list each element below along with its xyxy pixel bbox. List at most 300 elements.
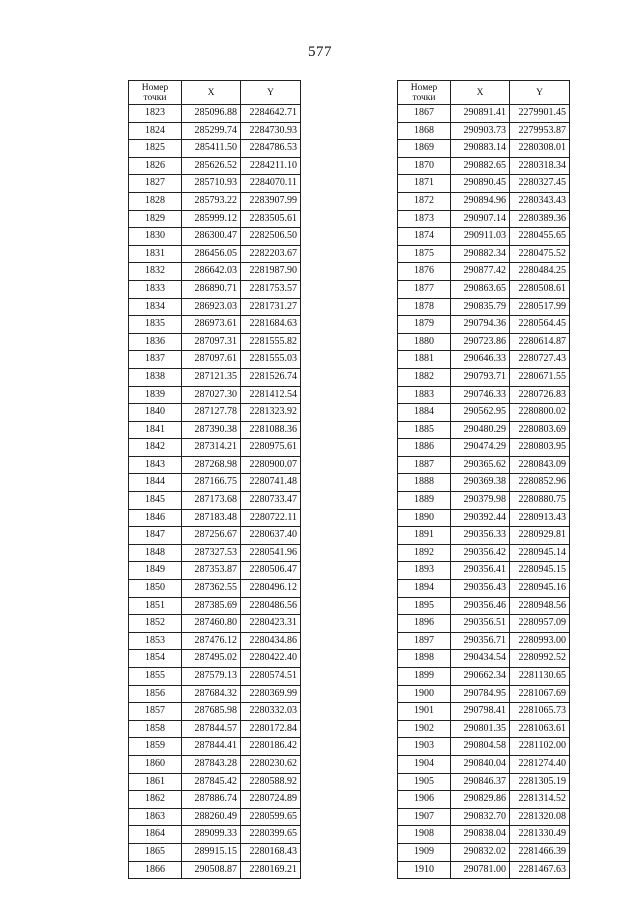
point-number-cell: 1864 [129,826,182,844]
point-number-cell: 1824 [129,122,182,140]
x-coordinate-cell: 290903.73 [451,122,510,140]
header-y: Y [241,81,301,105]
table-row [129,703,301,721]
y-coordinate-cell: 2280993.00 [510,632,570,650]
point-number-cell: 1841 [129,421,182,439]
point-number-cell: 1835 [129,316,182,334]
y-coordinate-cell: 2280900.07 [241,456,301,474]
x-coordinate-cell: 287845.42 [182,773,241,791]
table-row [398,773,570,791]
table-header-row [129,81,301,105]
point-number-cell: 1908 [398,826,451,844]
x-coordinate-cell: 290891.41 [451,105,510,123]
y-coordinate-cell: 2280726.83 [510,386,570,404]
y-coordinate-cell: 2281102.00 [510,738,570,756]
y-coordinate-cell: 2280957.09 [510,615,570,633]
x-coordinate-cell: 290835.79 [451,298,510,316]
table-row [398,544,570,562]
x-coordinate-cell: 287327.53 [182,544,241,562]
table-row [398,720,570,738]
point-number-cell: 1834 [129,298,182,316]
y-coordinate-cell: 2280230.62 [241,755,301,773]
y-coordinate-cell: 2280186.42 [241,738,301,756]
header-point-number [398,81,451,105]
point-number-cell: 1865 [129,843,182,861]
x-coordinate-cell: 290882.65 [451,157,510,175]
table-row [129,368,301,386]
point-number-cell: 1889 [398,492,451,510]
table-row [398,562,570,580]
x-coordinate-cell: 290793.71 [451,368,510,386]
y-coordinate-cell: 2284730.93 [241,122,301,140]
point-number-cell: 1878 [398,298,451,316]
table-row [129,474,301,492]
table-row [398,456,570,474]
table-row [129,245,301,263]
point-number-cell: 1900 [398,685,451,703]
point-number-cell: 1833 [129,280,182,298]
point-number-cell: 1852 [129,615,182,633]
x-coordinate-cell: 290794.36 [451,316,510,334]
table-row [129,808,301,826]
x-coordinate-cell: 290781.00 [451,861,510,879]
table-row [398,580,570,598]
x-coordinate-cell: 289099.33 [182,826,241,844]
y-coordinate-cell: 2281314.52 [510,791,570,809]
y-coordinate-cell: 2279901.45 [510,105,570,123]
table-body-right [398,105,570,879]
y-coordinate-cell: 2280880.75 [510,492,570,510]
table-row [129,351,301,369]
y-coordinate-cell: 2280327.45 [510,175,570,193]
x-coordinate-cell: 290746.33 [451,386,510,404]
y-coordinate-cell: 2280724.89 [241,791,301,809]
point-number-cell: 1869 [398,140,451,158]
x-coordinate-cell: 290662.34 [451,668,510,686]
table-row [129,615,301,633]
point-number-cell: 1827 [129,175,182,193]
point-number-cell: 1902 [398,720,451,738]
table-row [398,280,570,298]
point-number-cell: 1882 [398,368,451,386]
x-coordinate-cell: 290356.71 [451,632,510,650]
y-coordinate-cell: 2280496.12 [241,580,301,598]
y-coordinate-cell: 2280975.61 [241,439,301,457]
y-coordinate-cell: 2281753.57 [241,280,301,298]
y-coordinate-cell: 2281305.19 [510,773,570,791]
header-point-label: Номер точки [410,82,438,103]
table-row [129,527,301,545]
table-row [129,650,301,668]
table-row [398,703,570,721]
table-row [398,632,570,650]
point-number-cell: 1842 [129,439,182,457]
y-coordinate-cell: 2280564.45 [510,316,570,334]
table-row [129,597,301,615]
y-coordinate-cell: 2280574.51 [241,668,301,686]
table-header-row [398,81,570,105]
y-coordinate-cell: 2281555.82 [241,333,301,351]
x-coordinate-cell: 290829.86 [451,791,510,809]
x-coordinate-cell: 290784.95 [451,685,510,703]
point-number-cell: 1858 [129,720,182,738]
x-coordinate-cell: 287362.55 [182,580,241,598]
point-number-cell: 1868 [398,122,451,140]
point-number-cell: 1854 [129,650,182,668]
table-row [129,492,301,510]
point-number-cell: 1888 [398,474,451,492]
x-coordinate-cell: 287097.31 [182,333,241,351]
point-number-cell: 1848 [129,544,182,562]
table-row [398,175,570,193]
table-row [398,791,570,809]
y-coordinate-cell: 2280484.25 [510,263,570,281]
table-row [398,263,570,281]
table-row [129,140,301,158]
y-coordinate-cell: 2280945.16 [510,580,570,598]
x-coordinate-cell: 287353.87 [182,562,241,580]
point-number-cell: 1836 [129,333,182,351]
x-coordinate-cell: 290798.41 [451,703,510,721]
x-coordinate-cell: 290356.43 [451,580,510,598]
table-row [398,861,570,879]
x-coordinate-cell: 288260.49 [182,808,241,826]
x-coordinate-cell: 287256.67 [182,527,241,545]
x-coordinate-cell: 285626.52 [182,157,241,175]
table-row [398,738,570,756]
point-number-cell: 1828 [129,192,182,210]
point-number-cell: 1873 [398,210,451,228]
table-row [398,421,570,439]
y-coordinate-cell: 2280948.56 [510,597,570,615]
y-coordinate-cell: 2280929.81 [510,527,570,545]
y-coordinate-cell: 2281555.03 [241,351,301,369]
table-row [129,791,301,809]
y-coordinate-cell: 2281987.90 [241,263,301,281]
y-coordinate-cell: 2282506.50 [241,228,301,246]
coordinates-table-right [397,80,570,879]
table-row [398,351,570,369]
table-row [398,509,570,527]
y-coordinate-cell: 2280475.52 [510,245,570,263]
y-coordinate-cell: 2280318.34 [510,157,570,175]
y-coordinate-cell: 2280506.47 [241,562,301,580]
y-coordinate-cell: 2284786.53 [241,140,301,158]
x-coordinate-cell: 287495.02 [182,650,241,668]
table-row [398,386,570,404]
point-number-cell: 1891 [398,527,451,545]
y-coordinate-cell: 2280588.92 [241,773,301,791]
x-coordinate-cell: 286456.05 [182,245,241,263]
y-coordinate-cell: 2281323.92 [241,404,301,422]
x-coordinate-cell: 285299.74 [182,122,241,140]
x-coordinate-cell: 287685.98 [182,703,241,721]
table-row [129,333,301,351]
x-coordinate-cell: 287886.74 [182,791,241,809]
point-number-cell: 1877 [398,280,451,298]
x-coordinate-cell: 290562.95 [451,404,510,422]
x-coordinate-cell: 290356.33 [451,527,510,545]
point-number-cell: 1894 [398,580,451,598]
point-number-cell: 1887 [398,456,451,474]
x-coordinate-cell: 290877.42 [451,263,510,281]
y-coordinate-cell: 2281274.40 [510,755,570,773]
table-row [129,175,301,193]
y-coordinate-cell: 2283907.99 [241,192,301,210]
point-number-cell: 1856 [129,685,182,703]
x-coordinate-cell: 287843.28 [182,755,241,773]
x-coordinate-cell: 290369.38 [451,474,510,492]
x-coordinate-cell: 289915.15 [182,843,241,861]
point-number-cell: 1907 [398,808,451,826]
point-number-cell: 1876 [398,263,451,281]
point-number-cell: 1910 [398,861,451,879]
table-row [398,245,570,263]
x-coordinate-cell: 290863.65 [451,280,510,298]
table-row [398,122,570,140]
y-coordinate-cell: 2280172.84 [241,720,301,738]
table-row [398,333,570,351]
x-coordinate-cell: 287183.48 [182,509,241,527]
table-row [129,632,301,650]
point-number-cell: 1880 [398,333,451,351]
y-coordinate-cell: 2280508.61 [510,280,570,298]
table-row [398,492,570,510]
table-row [398,298,570,316]
x-coordinate-cell: 290392.44 [451,509,510,527]
x-coordinate-cell: 290907.14 [451,210,510,228]
y-coordinate-cell: 2281731.27 [241,298,301,316]
y-coordinate-cell: 2281130.65 [510,668,570,686]
x-coordinate-cell: 287173.68 [182,492,241,510]
table-row [129,280,301,298]
x-coordinate-cell: 290882.34 [451,245,510,263]
y-coordinate-cell: 2281320.08 [510,808,570,826]
point-number-cell: 1909 [398,843,451,861]
y-coordinate-cell: 2281088.36 [241,421,301,439]
table-row [129,157,301,175]
x-coordinate-cell: 290434.54 [451,650,510,668]
x-coordinate-cell: 290883.14 [451,140,510,158]
point-number-cell: 1904 [398,755,451,773]
point-number-cell: 1905 [398,773,451,791]
x-coordinate-cell: 290356.42 [451,544,510,562]
y-coordinate-cell: 2284070.11 [241,175,301,193]
x-coordinate-cell: 290804.58 [451,738,510,756]
point-number-cell: 1855 [129,668,182,686]
point-number-cell: 1884 [398,404,451,422]
table-row [129,668,301,686]
header-x: X [451,81,510,105]
table-row [129,122,301,140]
y-coordinate-cell: 2280614.87 [510,333,570,351]
table-row [398,615,570,633]
table-row [129,456,301,474]
table-row [398,668,570,686]
y-coordinate-cell: 2281466.39 [510,843,570,861]
point-number-cell: 1857 [129,703,182,721]
y-coordinate-cell: 2280332.03 [241,703,301,721]
point-number-cell: 1844 [129,474,182,492]
x-coordinate-cell: 285710.93 [182,175,241,193]
y-coordinate-cell: 2280741.48 [241,474,301,492]
x-coordinate-cell: 287460.80 [182,615,241,633]
point-number-cell: 1853 [129,632,182,650]
point-number-cell: 1863 [129,808,182,826]
header-y: Y [510,81,570,105]
table-row [398,685,570,703]
point-number-cell: 1883 [398,386,451,404]
x-coordinate-cell: 285411.50 [182,140,241,158]
point-number-cell: 1859 [129,738,182,756]
table-row [129,439,301,457]
y-coordinate-cell: 2280455.65 [510,228,570,246]
y-coordinate-cell: 2280599.65 [241,808,301,826]
coordinates-table-left [128,80,301,879]
table-row [129,580,301,598]
x-coordinate-cell: 290365.62 [451,456,510,474]
x-coordinate-cell: 290480.29 [451,421,510,439]
point-number-cell: 1875 [398,245,451,263]
point-number-cell: 1826 [129,157,182,175]
x-coordinate-cell: 290379.98 [451,492,510,510]
point-number-cell: 1823 [129,105,182,123]
x-coordinate-cell: 290723.86 [451,333,510,351]
x-coordinate-cell: 290508.87 [182,861,241,879]
y-coordinate-cell: 2280913.43 [510,509,570,527]
y-coordinate-cell: 2280169.21 [241,861,301,879]
x-coordinate-cell: 290838.04 [451,826,510,844]
y-coordinate-cell: 2280803.69 [510,421,570,439]
point-number-cell: 1825 [129,140,182,158]
x-coordinate-cell: 287097.61 [182,351,241,369]
point-number-cell: 1840 [129,404,182,422]
y-coordinate-cell: 2280486.56 [241,597,301,615]
x-coordinate-cell: 287385.69 [182,597,241,615]
x-coordinate-cell: 290840.04 [451,755,510,773]
point-number-cell: 1845 [129,492,182,510]
table-row [129,843,301,861]
point-number-cell: 1872 [398,192,451,210]
y-coordinate-cell: 2281467.63 [510,861,570,879]
point-number-cell: 1861 [129,773,182,791]
x-coordinate-cell: 286890.71 [182,280,241,298]
table-body-left [129,105,301,879]
table-row [129,544,301,562]
table-row [398,105,570,123]
point-number-cell: 1874 [398,228,451,246]
table-row [129,316,301,334]
x-coordinate-cell: 287390.38 [182,421,241,439]
y-coordinate-cell: 2280803.95 [510,439,570,457]
x-coordinate-cell: 286642.03 [182,263,241,281]
y-coordinate-cell: 2280434.86 [241,632,301,650]
table-row [398,210,570,228]
y-coordinate-cell: 2280423.31 [241,615,301,633]
table-row [129,228,301,246]
point-number-cell: 1829 [129,210,182,228]
x-coordinate-cell: 286300.47 [182,228,241,246]
table-row [129,738,301,756]
point-number-cell: 1862 [129,791,182,809]
point-number-cell: 1831 [129,245,182,263]
point-number-cell: 1903 [398,738,451,756]
x-coordinate-cell: 287579.13 [182,668,241,686]
y-coordinate-cell: 2280389.36 [510,210,570,228]
y-coordinate-cell: 2280541.96 [241,544,301,562]
y-coordinate-cell: 2281065.73 [510,703,570,721]
x-coordinate-cell: 285793.22 [182,192,241,210]
table-row [398,755,570,773]
x-coordinate-cell: 287844.41 [182,738,241,756]
y-coordinate-cell: 2280399.65 [241,826,301,844]
x-coordinate-cell: 285999.12 [182,210,241,228]
point-number-cell: 1896 [398,615,451,633]
y-coordinate-cell: 2281067.69 [510,685,570,703]
x-coordinate-cell: 290832.02 [451,843,510,861]
x-coordinate-cell: 290801.35 [451,720,510,738]
x-coordinate-cell: 287121.35 [182,368,241,386]
y-coordinate-cell: 2281412.54 [241,386,301,404]
point-number-cell: 1832 [129,263,182,281]
table-row [129,192,301,210]
point-number-cell: 1837 [129,351,182,369]
table-row [129,826,301,844]
table-row [129,298,301,316]
y-coordinate-cell: 2280671.55 [510,368,570,386]
x-coordinate-cell: 287476.12 [182,632,241,650]
x-coordinate-cell: 287314.21 [182,439,241,457]
y-coordinate-cell: 2280343.43 [510,192,570,210]
y-coordinate-cell: 2280852.96 [510,474,570,492]
point-number-cell: 1886 [398,439,451,457]
point-number-cell: 1892 [398,544,451,562]
x-coordinate-cell: 290646.33 [451,351,510,369]
point-number-cell: 1890 [398,509,451,527]
point-number-cell: 1901 [398,703,451,721]
x-coordinate-cell: 290356.46 [451,597,510,615]
y-coordinate-cell: 2280727.43 [510,351,570,369]
y-coordinate-cell: 2281330.49 [510,826,570,844]
table-row [398,192,570,210]
point-number-cell: 1843 [129,456,182,474]
point-number-cell: 1899 [398,668,451,686]
y-coordinate-cell: 2280992.52 [510,650,570,668]
x-coordinate-cell: 290894.96 [451,192,510,210]
point-number-cell: 1897 [398,632,451,650]
y-coordinate-cell: 2281684.63 [241,316,301,334]
y-coordinate-cell: 2280369.99 [241,685,301,703]
point-number-cell: 1850 [129,580,182,598]
x-coordinate-cell: 286973.61 [182,316,241,334]
y-coordinate-cell: 2280168.43 [241,843,301,861]
x-coordinate-cell: 287166.75 [182,474,241,492]
point-number-cell: 1867 [398,105,451,123]
x-coordinate-cell: 286923.03 [182,298,241,316]
x-coordinate-cell: 290911.03 [451,228,510,246]
table-row [398,826,570,844]
header-point-label: Номер точки [141,82,169,103]
y-coordinate-cell: 2281063.61 [510,720,570,738]
table-row [129,404,301,422]
table-row [129,562,301,580]
point-number-cell: 1898 [398,650,451,668]
y-coordinate-cell: 2279953.87 [510,122,570,140]
table-row [398,316,570,334]
table-row [398,527,570,545]
table-row [398,808,570,826]
header-x: X [182,81,241,105]
